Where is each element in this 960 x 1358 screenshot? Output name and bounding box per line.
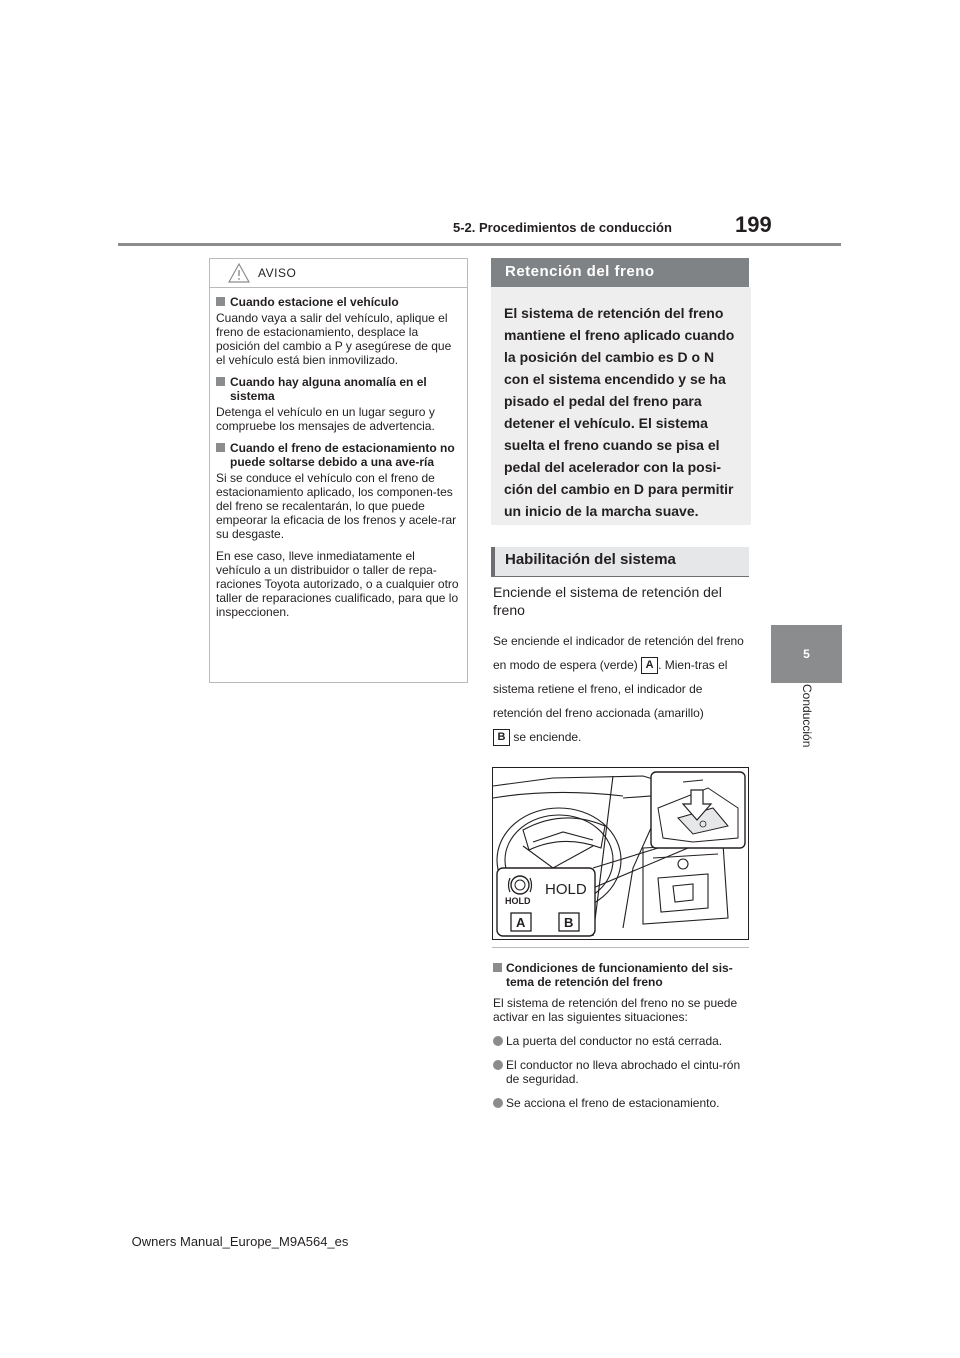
description-part-1: Se enciende el indicador de retención del freno en modo de espera (verde)	[493, 634, 744, 672]
intro-box: El sistema de retención del freno mantiene el freno aplicado cuando la posición del cambio es D o N con el sistema encendido y se ha pisado el pedal del freno para detener el vehículo. El sistema suelta el freno cuando se pisa el pedal del acelerador con la posi-ción del cambio en D para permitir un inicio de la marcha suave.	[491, 287, 751, 525]
warning-heading: Cuando estacione el vehículo	[216, 295, 461, 309]
description-part-3: se enciende.	[510, 730, 582, 744]
step-text: Enciende el sistema de retención del freno	[493, 584, 722, 618]
hold-small-label: HOLD	[505, 896, 531, 906]
warning-body	[210, 288, 467, 619]
warning-paragraph: Si se conduce el vehículo con el freno de estacionamiento aplicado, los componen-tes del freno se recalentarán, lo que puede empeorar la eficacia de los frenos y acele-rar su desgaste.	[216, 471, 457, 541]
figure-label-a: A	[516, 915, 526, 930]
warning-heading: Cuando el freno de estacionamiento no puede soltarse debido a una ave-ría	[216, 441, 461, 469]
chapter-number: 5	[803, 647, 810, 661]
dashboard-illustration	[493, 768, 748, 939]
page-number: 199	[735, 212, 772, 237]
badge-a: A	[641, 657, 658, 674]
figure-label-b: B	[564, 915, 574, 930]
hold-label: HOLD	[545, 881, 587, 898]
header-rule	[118, 243, 841, 246]
dashboard-figure	[492, 767, 749, 940]
condition-item: El conductor no lleva abrochado el cintu-rón de seguridad.	[493, 1058, 751, 1086]
main-title: Retención del freno	[491, 258, 749, 287]
warning-paragraph: Detenga el vehículo en un lugar seguro y compruebe los mensajes de advertencia.	[216, 405, 435, 433]
warning-header	[210, 259, 467, 288]
figure-rule	[492, 947, 749, 948]
chapter-label-text: Conducción	[800, 684, 814, 748]
chapter-label	[800, 684, 814, 780]
badge-b: B	[493, 729, 510, 746]
warning-box	[209, 258, 468, 683]
conditions-heading: Condiciones de funcionamiento del sis-tema de retención del freno	[493, 961, 751, 989]
warning-triangle-icon	[228, 263, 250, 283]
warning-paragraph: Cuando vaya a salir del vehículo, aplique el freno de estacionamiento, desplace la posición del cambio a P y asegúrese de que el vehículo está bien inmovilizado.	[216, 311, 452, 367]
footer-text: Owners Manual_Europe_M9A564_es	[131, 1234, 349, 1249]
condition-item: La puerta del conductor no está cerrada.	[493, 1034, 751, 1048]
warning-title: AVISO	[258, 266, 297, 280]
condition-item: Se acciona el freno de estacionamiento.	[493, 1096, 751, 1110]
conditions-body: El sistema de retención del freno no se puede activar en las siguientes situaciones:	[493, 996, 738, 1024]
warning-paragraph: En ese caso, lleve inmediatamente el vehículo a un distribuidor o taller de repa-raciones Toyota autorizado, o a cualquier otro taller de reparaciones cualificado, para que lo inspeccionen.	[216, 549, 459, 619]
warning-heading: Cuando hay alguna anomalía en el sistema	[216, 375, 461, 403]
description-part-2: . Mien-tras el sistema retiene el freno, el indicador de retención del freno accionada (amarillo)	[493, 658, 728, 720]
section-header: 5-2. Procedimientos de conducción	[453, 220, 672, 235]
chapter-tab	[771, 625, 842, 683]
subsection-title: Habilitación del sistema	[491, 547, 749, 577]
description	[493, 629, 751, 749]
footer	[0, 1234, 960, 1249]
